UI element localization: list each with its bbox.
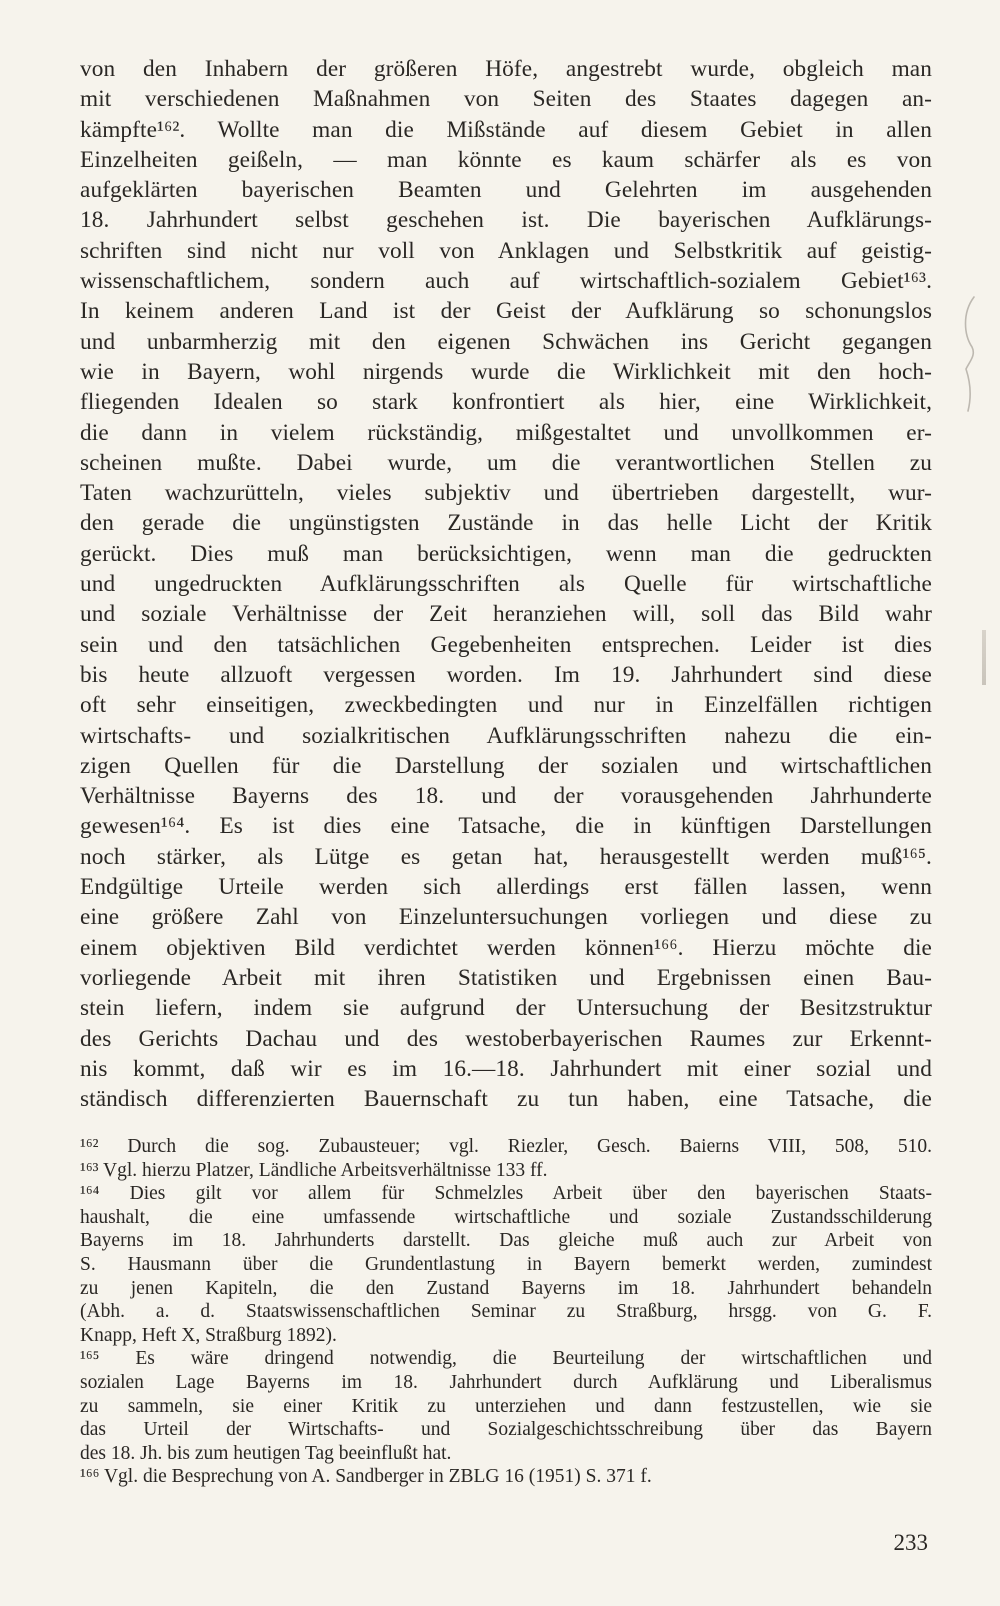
text-line: sein und den tatsächlichen Gegebenheiten entsprechen. Leider ist dies bbox=[80, 631, 932, 658]
text-line: Taten wachzurütteln, vieles subjektiv und übertrieben dargestellt, wur- bbox=[80, 480, 932, 507]
text-line: stein liefern, indem sie aufgrund der Untersuchung der Besitzstruktur bbox=[80, 995, 932, 1022]
footnote-166: ¹⁶⁶ Vgl. die Besprechung von A. Sandberger in ZBLG 16 (1951) S. 371 f. bbox=[80, 1466, 652, 1488]
text-line: und ungedruckten Aufklärungsschriften als Quelle für wirtschaftliche bbox=[80, 571, 932, 598]
text-line: von den Inhabern der größeren Höfe, angestrebt wurde, obgleich man bbox=[80, 56, 932, 82]
text-line: zigen Quellen für die Darstellung der sozialen und wirtschaftlichen bbox=[80, 752, 932, 779]
text-line: Einzelheiten geißeln, — man könnte es kaum schärfer als es von bbox=[80, 146, 932, 173]
text-line: aufgeklärten bayerischen Beamten und Gelehrten im ausgehenden bbox=[80, 177, 932, 204]
footnote-line: Knapp, Heft X, Straßburg 1892). bbox=[80, 1324, 337, 1346]
text-line: Verhältnisse Bayerns des 18. und der vorausgehenden Jahrhunderte bbox=[80, 783, 932, 810]
text-line: schriften sind nicht nur voll von Anklagen und Selbstkritik auf geistig- bbox=[80, 237, 932, 264]
footnote-line: haushalt, die eine umfassende wirtschaftliche und soziale Zustandsschilderung bbox=[80, 1206, 932, 1228]
text-line: noch stärker, als Lütge es getan hat, herausgestellt werden muß¹⁶⁵. bbox=[80, 843, 932, 870]
text-line: scheinen mußte. Dabei wurde, um die verantwortlichen Stellen zu bbox=[80, 449, 932, 476]
footnote-line: des 18. Jh. bis zum heutigen Tag beeinflußt hat. bbox=[80, 1442, 452, 1464]
footnote-165: ¹⁶⁵ Es wäre dringend notwendig, die Beurteilung der wirtschaftlichen und bbox=[80, 1348, 932, 1370]
text-line: einem objektiven Bild verdichtet werden können¹⁶⁶. Hierzu möchte die bbox=[80, 934, 932, 961]
footnote-line: zu sammeln, sie einer Kritik zu unterziehen und dann festzustellen, wie sie bbox=[80, 1395, 932, 1417]
footnotes bbox=[80, 1135, 932, 1489]
text-line: ständisch differenzierten Bauernschaft zu tun haben, eine Tatsache, die bbox=[80, 1086, 932, 1113]
text-line: In keinem anderen Land ist der Geist der Aufklärung so schonungslos bbox=[80, 298, 932, 325]
text-line: mit verschiedenen Maßnahmen von Seiten des Staates dagegen an- bbox=[80, 86, 932, 113]
text-line: kämpfte¹⁶². Wollte man die Mißstände auf diesem Gebiet in allen bbox=[80, 116, 932, 143]
footnote-line: sozialen Lage Bayerns im 18. Jahrhundert durch Aufklärung und Liberalismus bbox=[80, 1371, 932, 1393]
text-line: nis kommt, daß wir es im 16.—18. Jahrhundert mit einer sozial und bbox=[80, 1055, 932, 1082]
text-line: wissenschaftlichem, sondern auch auf wirtschaftlich-sozialem Gebiet¹⁶³. bbox=[80, 268, 932, 295]
text-line: vorliegende Arbeit mit ihren Statistiken und Ergebnissen einen Bau- bbox=[80, 964, 932, 991]
text-line: die dann in vielem rückständig, mißgestaltet und unvollkommen er- bbox=[80, 419, 932, 446]
footnote-line: S. Hausmann über die Grundentlastung in Bayern bemerkt werden, zumindest bbox=[80, 1253, 932, 1275]
text-line: den gerade die ungünstigsten Zustände in das helle Licht der Kritik bbox=[80, 510, 932, 537]
text-line: oft sehr einseitigen, zweckbedingten und nur in Einzelfällen richtigen bbox=[80, 692, 932, 719]
text-line: und soziale Verhältnisse der Zeit heranziehen will, soll das Bild wahr bbox=[80, 601, 932, 628]
footnote-line: (Abh. a. d. Staatswissenschaftlichen Seminar zu Straßburg, hrsgg. von G. F. bbox=[80, 1301, 932, 1323]
footnote-164: ¹⁶⁴ Dies gilt vor allem für Schmelzles Arbeit über den bayerischen Staats- bbox=[80, 1183, 932, 1205]
footnote-line: zu jenen Kapiteln, die den Zustand Bayerns im 18. Jahrhundert behandeln bbox=[80, 1277, 932, 1299]
text-line: des Gerichts Dachau und des westoberbayerischen Raumes zur Erkennt- bbox=[80, 1025, 932, 1052]
pencil-margin-mark bbox=[960, 295, 980, 415]
footnote-162: ¹⁶² Durch die sog. Zubausteuer; vgl. Riezler, Gesch. Baierns VIII, 508, 510. bbox=[80, 1136, 932, 1157]
page-number: 233 bbox=[893, 1530, 928, 1555]
text-line: Endgültige Urteile werden sich allerdings erst fällen lassen, wenn bbox=[80, 874, 932, 901]
footnote-163: ¹⁶³ Vgl. hierzu Platzer, Ländliche Arbeitsverhältnisse 133 ff. bbox=[80, 1159, 548, 1181]
text-line: gerückt. Dies muß man berücksichtigen, wenn man die gedruckten bbox=[80, 540, 932, 567]
text-line: und unbarmherzig mit den eigenen Schwächen ins Gericht gegangen bbox=[80, 328, 932, 355]
text-line: wie in Bayern, wohl nirgends wurde die Wirklichkeit mit den hoch- bbox=[80, 358, 932, 385]
text-line: fliegenden Idealen so stark konfrontiert als hier, eine Wirklichkeit, bbox=[80, 389, 932, 416]
text-line: 18. Jahrhundert selbst geschehen ist. Die bayerischen Aufklärungs- bbox=[80, 207, 932, 234]
footnote-line: das Urteil der Wirtschafts- und Sozialgeschichtsschreibung über das Bayern bbox=[80, 1419, 932, 1441]
text-line: gewesen¹⁶⁴. Es ist dies eine Tatsache, die in künftigen Darstellungen bbox=[80, 813, 932, 840]
text-line: wirtschafts- und sozialkritischen Aufklärungsschriften nahezu die ein- bbox=[80, 722, 932, 749]
pencil-margin-tick bbox=[982, 630, 986, 685]
text-line: bis heute allzuoft vergessen worden. Im 19. Jahrhundert sind diese bbox=[80, 661, 932, 688]
footnote-line: Bayerns im 18. Jahrhunderts darstellt. Das gleiche muß auch zur Arbeit von bbox=[80, 1230, 932, 1252]
body-text bbox=[80, 54, 932, 1114]
text-line: eine größere Zahl von Einzeluntersuchungen vorliegen und diese zu bbox=[80, 904, 932, 931]
